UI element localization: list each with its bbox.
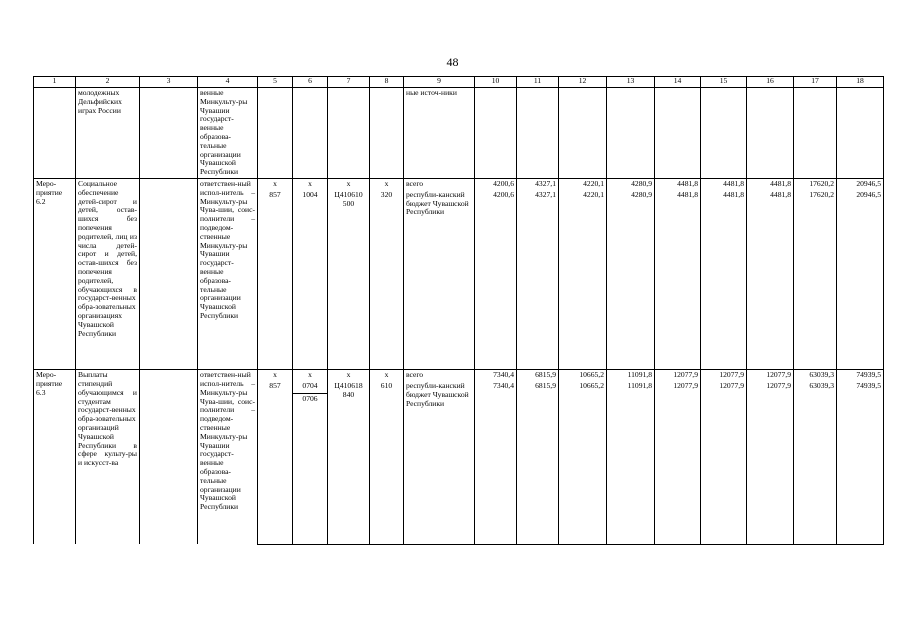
table-cell [293,381,328,544]
header-cell: 9 [404,77,475,88]
value-cell: 7340,4 [475,370,517,381]
header-cell: 12 [559,77,607,88]
value-cell: 11091,8 [607,370,655,381]
header-cell: 18 [837,77,884,88]
value-cell: 4200,6 [475,178,517,189]
table-cell [140,88,198,179]
header-cell: 16 [747,77,794,88]
table-cell [607,88,655,179]
value-cell: 4220,1 [559,178,607,189]
header-cell: 14 [655,77,701,88]
table-cell [701,88,747,179]
header-row [34,77,884,88]
value-cell: 4481,8 [747,178,794,189]
value-cell: 6815,9 [517,370,559,381]
value-cell: 4481,8 [747,190,794,370]
activity-id: Меро-приятие 6.3 [34,370,76,544]
funding-source: республи-канский бюджет Чувашской Республики [404,381,475,544]
header-cell: 6 [293,77,328,88]
table-cell: 857 [258,190,293,370]
value-cell: 10665,2 [559,370,607,381]
header-cell: 3 [140,77,198,88]
value-cell: 12077,9 [655,381,701,544]
table-row-continuation [34,88,884,179]
value-cell: 12077,9 [701,381,747,544]
table-cell: 320 [370,190,404,370]
header-cell: 15 [701,77,747,88]
value-cell: 4481,8 [655,178,701,189]
table-cell [34,88,76,179]
header-cell: 11 [517,77,559,88]
value-cell: 63039,3 [794,370,837,381]
value-cell: 4220,1 [559,190,607,370]
activity-id: Меро-приятие 6.2 [34,178,76,369]
header-cell: 13 [607,77,655,88]
header-cell: 8 [370,77,404,88]
value-cell: 4481,8 [701,178,747,189]
header-cell: 10 [475,77,517,88]
table-cell: x [293,178,328,189]
table-cell [837,88,884,179]
table-cell [794,88,837,179]
value-cell: 7340,4 [475,381,517,544]
table-cell: x [328,178,370,189]
value-cell: 4481,8 [701,190,747,370]
value-cell: 4200,6 [475,190,517,370]
table-cell: молодежных Дельфийских играх России [76,88,140,179]
table-cell: x [258,178,293,189]
table-cell: x [258,370,293,381]
value-cell: 12077,9 [655,370,701,381]
activity-name: Выплаты стипендий обучающимся и студентам государст-венных обра-зовательных организаций Чувашской Республики в сфере культу-ры и искусст-ва [76,370,140,544]
value-cell: 63039,3 [794,381,837,544]
table-cell: x [293,370,328,381]
header-cell: 2 [76,77,140,88]
table-cell [140,370,198,544]
table-cell: 610 [370,381,404,544]
table-cell: Ц410610 500 [328,190,370,370]
table-cell [475,88,517,179]
value-cell: 4280,9 [607,178,655,189]
value-cell: 74939,5 [837,381,884,544]
table-cell: Ц410618 840 [328,381,370,544]
table-cell [655,88,701,179]
funding-source: республи-канский бюджет Чувашской Республики [404,190,475,370]
table-cell [370,88,404,179]
header-cell: 1 [34,77,76,88]
value-cell: 12077,9 [747,370,794,381]
value-cell: 20946,5 [837,190,884,370]
value-cell: 4327,1 [517,178,559,189]
table-cell: x [328,370,370,381]
value-cell: 10665,2 [559,381,607,544]
table-cell: венные Минкульту-ры Чувашии государст-венные образова-тельные организации Чувашской Республики [198,88,258,179]
table-cell [747,88,794,179]
value-cell: 12077,9 [747,381,794,544]
table-cell [517,88,559,179]
budget-table [33,76,884,545]
table-cell: 1004 [293,190,328,370]
header-cell: 17 [794,77,837,88]
value-cell: 20946,5 [837,178,884,189]
section-code: 0704 [302,381,318,391]
header-cell: 7 [328,77,370,88]
responsible-executor: ответствен-ный испол-нитель – Минкульту-ры Чува-шии, соис-полнители – подведом-ственные Минкульту-ры Чувашии государст-венные образова-тельные организации Чувашской Республики [198,370,258,544]
table-cell [140,178,198,369]
value-cell: 12077,9 [701,370,747,381]
table-cell: 857 [258,381,293,544]
funding-source: всего [404,370,475,381]
responsible-executor: ответствен-ный испол-нитель – Минкульту-ры Чува-шии, соис-полнители – подведом-ственные Минкульту-ры Чувашии государст-венные образова-тельные организации Чувашской Республики [198,178,258,369]
header-cell: 4 [198,77,258,88]
value-cell: 4481,8 [655,190,701,370]
value-cell: 17620,2 [794,190,837,370]
table-row-total [34,178,884,189]
value-cell: 74939,5 [837,370,884,381]
value-cell: 4280,9 [607,190,655,370]
activity-name: Социальное обеспечение детей-сирот и детей, остав-шихся без попечения родителей, лиц из числа детей-сирот и детей, остав-шихся без попечения родителей, обучающихся в государст-венных обра-зовательных организациях Чувашской Республики [76,178,140,369]
table-cell [559,88,607,179]
funding-source: всего [404,178,475,189]
table-cell [328,88,370,179]
page-number: 48 [446,55,459,69]
value-cell: 11091,8 [607,381,655,544]
value-cell: 4327,1 [517,190,559,370]
table-cell [258,88,293,179]
table-cell: x [370,178,404,189]
section-code-alt: 0706 [293,393,327,404]
table-cell: ные источ-ники [404,88,475,179]
value-cell: 17620,2 [794,178,837,189]
table-row-total [34,370,884,381]
table-cell: x [370,370,404,381]
header-cell: 5 [258,77,293,88]
table-cell [293,88,328,179]
value-cell: 6815,9 [517,381,559,544]
